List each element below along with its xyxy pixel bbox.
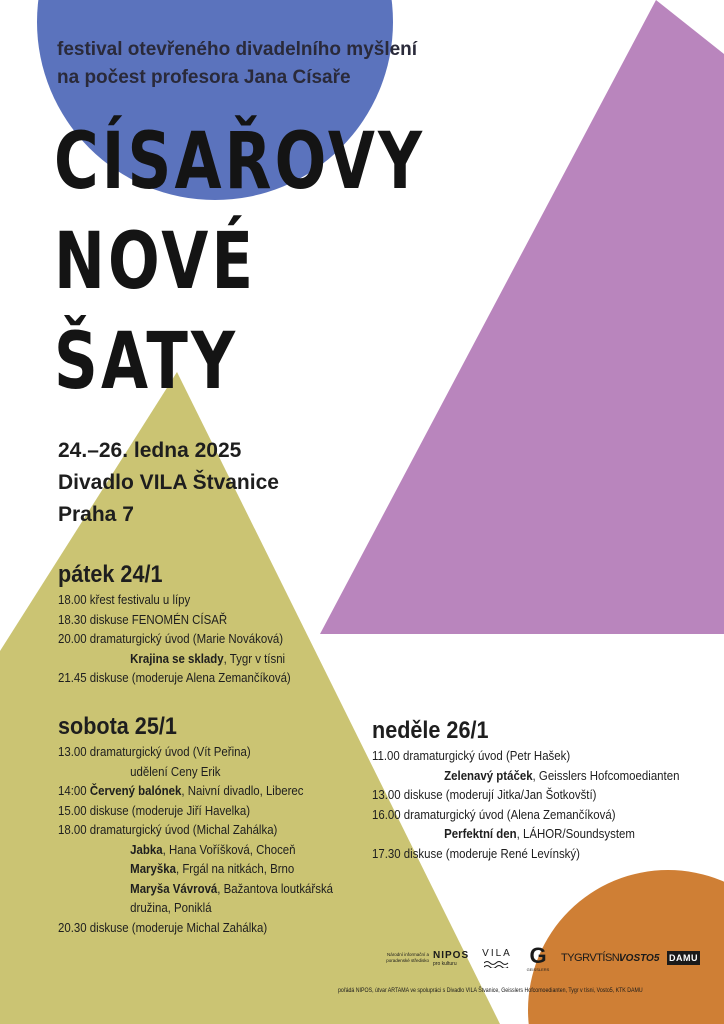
title-line-3: ŠATY <box>54 317 239 407</box>
program-row: udělení Ceny Erik <box>130 763 221 779</box>
program-row: 15.00 diskuse (moderuje Jiří Havelka) <box>58 802 251 818</box>
program-saturday <box>58 712 371 937</box>
program-row <box>58 649 291 669</box>
title-line-2: NOVÉ <box>54 217 257 307</box>
footer-credits: pořádá NIPOS, útvar ARTAMA ve spolupráci s Divadlo VILA Štvanice, Geisslers Hofcomoedianten, Tygr v tísni, Vosto5, KTK DAMU <box>338 987 643 994</box>
festival-title <box>54 112 425 412</box>
performance-company: , Hana Voříšková, Choceň <box>162 841 296 857</box>
day-heading: neděle 26/1 <box>372 717 489 744</box>
program-friday <box>58 560 322 688</box>
program-row: 18.00 křest festivalu u lípy <box>58 592 191 607</box>
performance-title: Perfektní den <box>444 826 517 841</box>
geisslers-sub: GEISSLERS <box>526 966 550 972</box>
performance-title: Zelenavý ptáček <box>444 767 533 783</box>
performance-title: Červený balónek <box>89 783 182 798</box>
event-dates: 24.–26. ledna 2025 <box>58 439 242 462</box>
program-row: 13.00 diskuse (moderují Jitka/Jan Šotkovští) <box>372 787 597 802</box>
program-row <box>58 840 333 860</box>
program-row <box>372 824 679 844</box>
event-venue: Divadlo VILA Štvanice <box>58 471 279 494</box>
nipos-mark: NIPOS <box>433 949 470 961</box>
damu-logo <box>667 940 701 976</box>
performance-company: , Naivní divadlo, Liberec <box>181 783 304 798</box>
program-row: 18.00 dramaturgický úvod (Michal Zahálka) <box>58 822 278 837</box>
program-row: 16.00 dramaturgický úvod (Alena Zemančíková) <box>372 806 616 822</box>
vila-waves-icon <box>484 960 510 968</box>
performance-title: Maryša Vávrová <box>130 880 218 896</box>
program-row <box>58 781 333 801</box>
program-row <box>372 766 679 786</box>
program-row: 20.00 dramaturgický úvod (Marie Nováková) <box>58 631 284 646</box>
damu-mark: DAMU <box>669 953 698 963</box>
subtitle-line-2: na počest profesora Jana Císaře <box>57 67 351 88</box>
festival-subtitle <box>57 36 417 92</box>
geisslers-logo <box>523 940 553 976</box>
partner-logos <box>383 940 703 976</box>
program-row: 21.45 diskuse (moderuje Alena Zemančíková) <box>58 670 291 685</box>
event-city: Praha 7 <box>58 503 134 526</box>
performance-title: Krajina se sklady <box>130 650 224 666</box>
vila-logo <box>481 940 513 976</box>
performance-company: , Tygr v tísni <box>223 650 286 666</box>
vila-mark: VILA <box>482 948 512 959</box>
program-row: družina, Poniklá <box>130 900 212 915</box>
day-heading: sobota 25/1 <box>58 713 177 740</box>
nipos-logo <box>433 940 473 976</box>
nipos-sub: pro kulturu <box>433 960 457 967</box>
geisslers-mark: G <box>529 942 547 968</box>
performance-title: Jabka <box>130 841 163 857</box>
performance-company: , LÁHOR/Soundsystem <box>516 826 635 841</box>
program-row: 20.30 diskuse (moderuje Michal Zahálka) <box>58 919 268 935</box>
nipos-caption <box>383 940 429 976</box>
subtitle-line-1: festival otevřeného divadelního myšlení <box>57 39 418 60</box>
program-row <box>58 859 333 879</box>
day-heading: pátek 24/1 <box>58 561 163 588</box>
program-row: 13.00 dramaturgický úvod (Vít Peřina) <box>58 744 251 759</box>
program-row <box>58 879 333 899</box>
performance-company: , Geisslers Hofcomoedianten <box>532 767 680 783</box>
program-sunday <box>372 716 721 863</box>
nipos-caption-text: Národní informační a poradenské středisko <box>386 952 429 963</box>
performance-title: Maryška <box>130 861 176 876</box>
program-row: 17.30 diskuse (moderuje René Levínský) <box>372 845 580 861</box>
performance-company: , Bažantova loutkářská <box>217 880 334 896</box>
vosto5-logo: VOSTO5 <box>619 952 660 964</box>
program-row: 18.30 diskuse FENOMÉN CÍSAŘ <box>58 611 228 627</box>
program-time: 14:00 <box>58 783 90 798</box>
title-line-1: CÍSAŘOVY <box>54 117 426 207</box>
program-row: 11.00 dramaturgický úvod (Petr Hašek) <box>372 748 571 763</box>
tygr-logo: TYGRVTÍSNI <box>561 952 622 964</box>
performance-company: , Frgál na nitkách, Brno <box>175 861 295 876</box>
event-info <box>58 435 279 531</box>
